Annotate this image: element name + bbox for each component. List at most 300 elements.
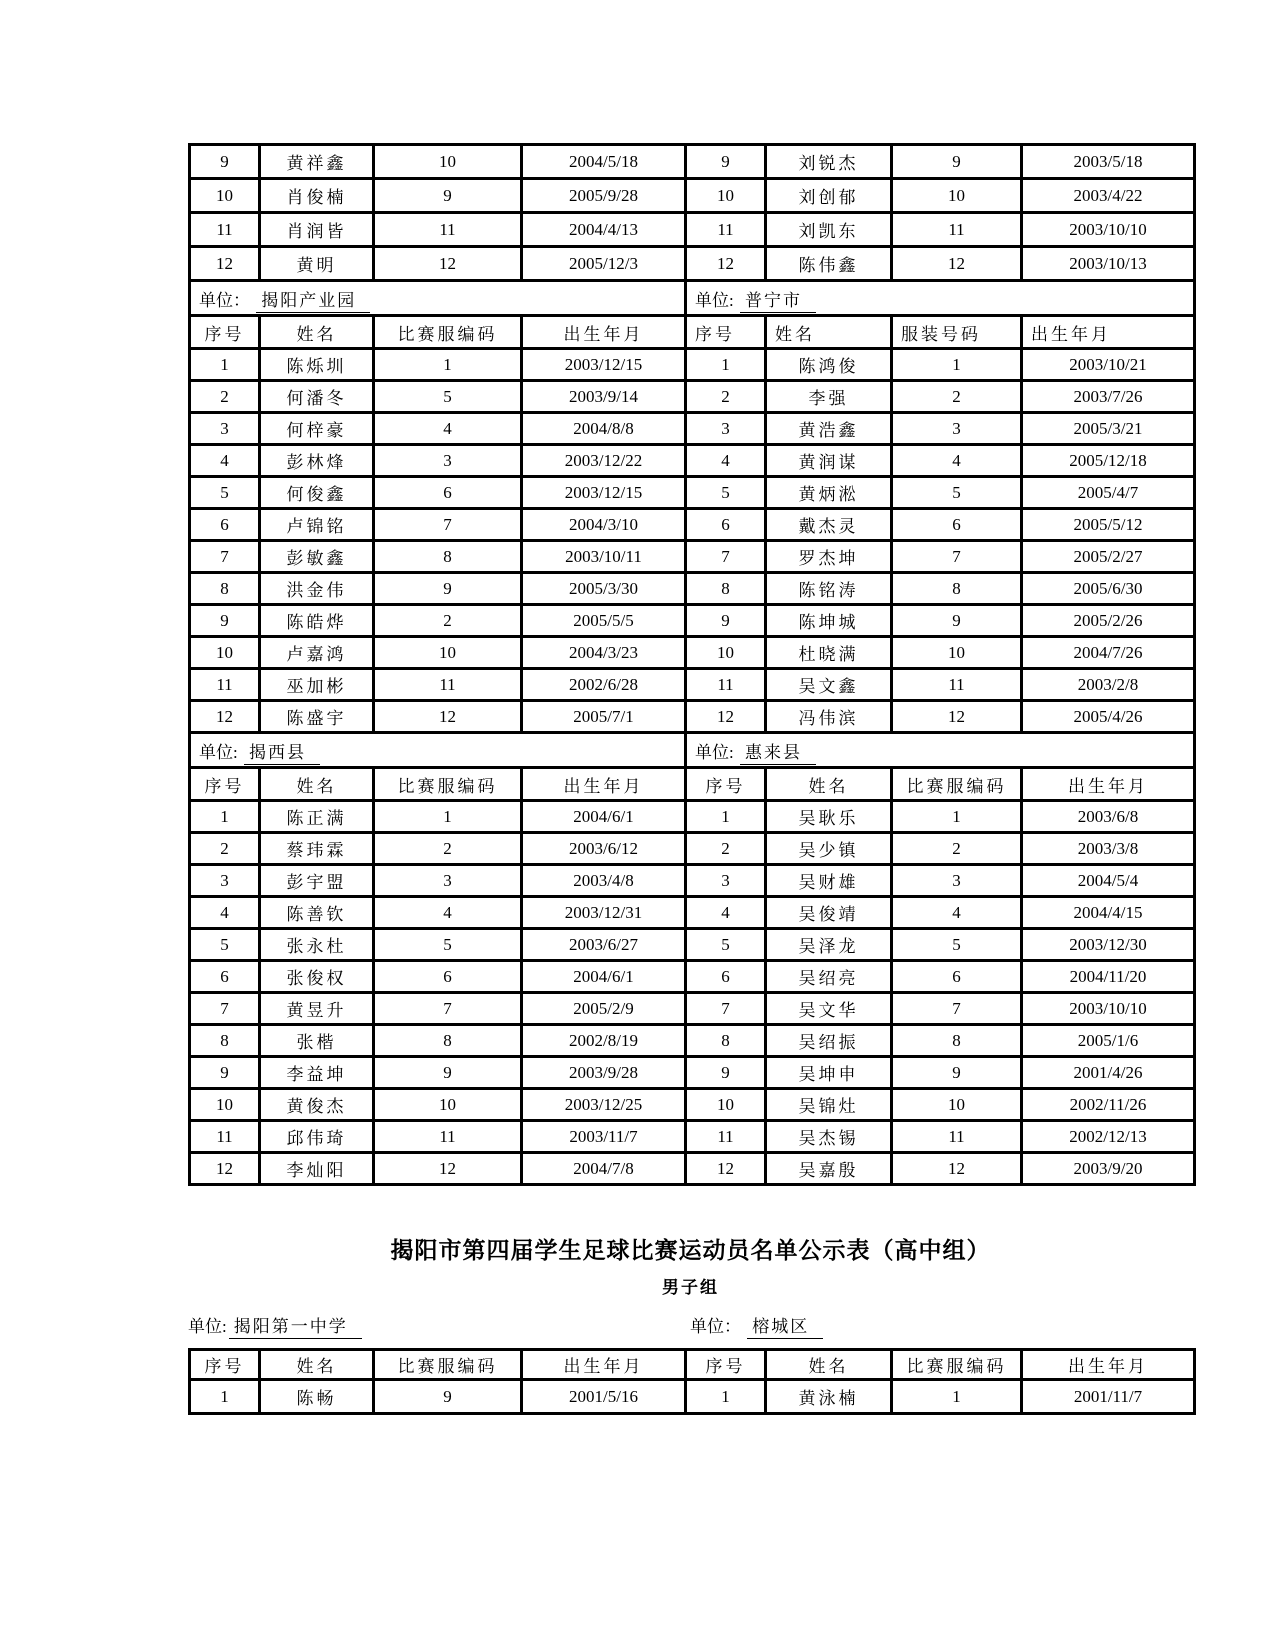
table-row	[190, 145, 1195, 179]
table-cell: 9	[374, 1380, 522, 1414]
table-cell: 2005/4/26	[1022, 701, 1195, 733]
table-cell: 4	[190, 897, 260, 929]
table-cell: 2	[686, 381, 766, 413]
table-cell: 吴俊靖	[766, 897, 892, 929]
unit-label: 单位：	[690, 1317, 746, 1336]
table-cell: 3	[892, 865, 1022, 897]
unit-name: 揭阳第一中学	[229, 1317, 362, 1339]
column-header: 出生年月	[522, 1350, 686, 1380]
table-cell: 2005/9/28	[522, 179, 686, 213]
table-cell: 彭宇盟	[260, 865, 374, 897]
table-cell: 10	[374, 145, 522, 179]
unit-label: 单位:	[188, 1317, 227, 1336]
table-cell: 2003/12/22	[522, 445, 686, 477]
table-cell: 2003/5/18	[1022, 145, 1195, 179]
table-cell: 李强	[766, 381, 892, 413]
table-cell: 2005/3/30	[522, 573, 686, 605]
column-header: 比赛服编码	[374, 768, 522, 801]
players-table-main	[188, 143, 1196, 1186]
table-cell: 2003/10/10	[1022, 993, 1195, 1025]
unit-label: 单位：	[199, 290, 255, 310]
table-cell: 陈皓烨	[260, 605, 374, 637]
column-header: 比赛服编码	[892, 1350, 1022, 1380]
unit-name: 揭西县	[244, 743, 320, 765]
table-cell: 2005/12/3	[522, 247, 686, 281]
table-cell: 吴锦灶	[766, 1089, 892, 1121]
table-cell: 4	[686, 445, 766, 477]
column-header: 姓名	[260, 316, 374, 349]
unit-left	[188, 1312, 362, 1337]
table-row	[190, 833, 1195, 865]
table-row	[190, 961, 1195, 993]
table-cell: 6	[374, 477, 522, 509]
table-cell: 2003/10/10	[1022, 213, 1195, 247]
table-cell: 刘锐杰	[766, 145, 892, 179]
table-cell: 9	[190, 605, 260, 637]
table-cell: 2	[190, 381, 260, 413]
table-cell: 2003/2/8	[1022, 669, 1195, 701]
table-cell: 1	[190, 349, 260, 381]
column-header: 序号	[686, 768, 766, 801]
table-cell: 2003/4/8	[522, 865, 686, 897]
table-cell: 李益坤	[260, 1057, 374, 1089]
unit-line	[188, 1312, 1193, 1338]
table-cell: 吴泽龙	[766, 929, 892, 961]
table-cell: 9	[374, 1057, 522, 1089]
table-cell: 吴嘉殷	[766, 1153, 892, 1185]
table-cell: 1	[190, 801, 260, 833]
table-row	[190, 1121, 1195, 1153]
table-row	[190, 1089, 1195, 1121]
table-row	[190, 1025, 1195, 1057]
table-cell: 陈盛宇	[260, 701, 374, 733]
unit-name: 揭阳产业园	[256, 291, 370, 313]
table-cell: 12	[374, 247, 522, 281]
table-row	[190, 669, 1195, 701]
table-cell: 2001/5/16	[522, 1380, 686, 1414]
table-cell: 卢锦铭	[260, 509, 374, 541]
table-cell: 吴杰锡	[766, 1121, 892, 1153]
table-cell: 11	[190, 213, 260, 247]
column-header: 序号	[190, 768, 260, 801]
table-row	[190, 701, 1195, 733]
table-cell: 2003/12/30	[1022, 929, 1195, 961]
table-cell: 12	[190, 1153, 260, 1185]
table-cell: 陈烁圳	[260, 349, 374, 381]
table-cell: 1	[892, 349, 1022, 381]
table-row	[190, 897, 1195, 929]
unit-name: 惠来县	[740, 743, 816, 765]
table-cell: 黄祥鑫	[260, 145, 374, 179]
table-cell: 3	[892, 413, 1022, 445]
table-cell: 6	[686, 961, 766, 993]
table-cell: 2004/6/1	[522, 801, 686, 833]
table-row	[190, 445, 1195, 477]
table-cell: 11	[686, 213, 766, 247]
table-cell: 7	[190, 993, 260, 1025]
table-cell: 2002/8/19	[522, 1025, 686, 1057]
table-cell: 6	[892, 961, 1022, 993]
table-cell: 2	[190, 833, 260, 865]
table-row	[190, 413, 1195, 445]
table-cell: 10	[190, 637, 260, 669]
table-cell: 10	[374, 1089, 522, 1121]
table-cell: 7	[686, 541, 766, 573]
table-row	[190, 509, 1195, 541]
table-cell: 10	[686, 637, 766, 669]
column-header: 姓名	[260, 768, 374, 801]
table-cell: 5	[892, 929, 1022, 961]
table-cell: 3	[374, 865, 522, 897]
column-header: 序号	[190, 1350, 260, 1380]
column-header: 姓名	[766, 316, 892, 349]
table-cell: 1	[892, 801, 1022, 833]
table-cell: 黄明	[260, 247, 374, 281]
table-row	[190, 993, 1195, 1025]
table-cell: 3	[190, 413, 260, 445]
bottom-table-body	[190, 1350, 1195, 1414]
table-cell: 2	[892, 381, 1022, 413]
table-cell: 吴绍振	[766, 1025, 892, 1057]
table-cell: 12	[892, 701, 1022, 733]
table-cell: 5	[190, 929, 260, 961]
unit-row	[190, 281, 1195, 316]
table-cell: 11	[374, 1121, 522, 1153]
table-cell: 4	[892, 445, 1022, 477]
table-cell: 6	[190, 961, 260, 993]
table-cell: 2003/10/21	[1022, 349, 1195, 381]
table-cell: 陈正满	[260, 801, 374, 833]
table-cell: 2004/5/4	[1022, 865, 1195, 897]
table-cell: 刘凯东	[766, 213, 892, 247]
column-header: 姓名	[766, 1350, 892, 1380]
table-cell: 5	[374, 381, 522, 413]
table-cell: 邱伟琦	[260, 1121, 374, 1153]
table-cell: 2003/6/27	[522, 929, 686, 961]
column-header: 出生年月	[1022, 1350, 1195, 1380]
table-cell: 2004/5/18	[522, 145, 686, 179]
table-cell: 巫加彬	[260, 669, 374, 701]
table-cell: 2002/11/26	[1022, 1089, 1195, 1121]
table-row	[190, 1057, 1195, 1089]
table-cell: 2003/4/22	[1022, 179, 1195, 213]
table-cell: 9	[686, 605, 766, 637]
table-cell: 11	[190, 1121, 260, 1153]
table-cell: 2005/1/6	[1022, 1025, 1195, 1057]
table-cell: 10	[892, 179, 1022, 213]
table-cell: 2004/6/1	[522, 961, 686, 993]
table-cell: 陈畅	[260, 1380, 374, 1414]
table-row	[190, 213, 1195, 247]
table-cell: 2003/9/14	[522, 381, 686, 413]
table-cell: 2004/7/26	[1022, 637, 1195, 669]
table-cell: 4	[374, 413, 522, 445]
table-cell: 张楷	[260, 1025, 374, 1057]
table-cell: 4	[892, 897, 1022, 929]
table-cell: 10	[190, 179, 260, 213]
column-header: 姓名	[260, 1350, 374, 1380]
table-cell: 2005/7/1	[522, 701, 686, 733]
group-subtitle: 男子组	[662, 1278, 719, 1297]
table-cell: 2005/12/18	[1022, 445, 1195, 477]
table-cell: 3	[686, 413, 766, 445]
table-cell: 彭敏鑫	[260, 541, 374, 573]
table-cell: 6	[686, 509, 766, 541]
table-cell: 2004/8/8	[522, 413, 686, 445]
table-cell: 8	[190, 573, 260, 605]
table-row	[190, 1350, 1195, 1380]
table-cell: 何梓豪	[260, 413, 374, 445]
table-cell: 7	[374, 509, 522, 541]
table-cell: 黄炳淞	[766, 477, 892, 509]
table-cell: 2003/3/8	[1022, 833, 1195, 865]
table-row	[190, 247, 1195, 281]
table-cell: 8	[374, 541, 522, 573]
column-header: 比赛服编码	[892, 768, 1022, 801]
table-cell: 陈鸿俊	[766, 349, 892, 381]
table-row	[190, 1153, 1195, 1185]
unit-label: 单位:	[199, 742, 242, 762]
unit-label: 单位:	[695, 742, 738, 762]
table-row	[190, 865, 1195, 897]
column-header: 出生年月	[1022, 768, 1195, 801]
unit-row	[190, 733, 1195, 768]
table-cell: 何俊鑫	[260, 477, 374, 509]
column-header: 序号	[190, 316, 260, 349]
table-cell: 8	[190, 1025, 260, 1057]
column-header: 出生年月	[1022, 316, 1195, 349]
table-cell: 2	[892, 833, 1022, 865]
table-row	[190, 768, 1195, 801]
table-cell: 6	[892, 509, 1022, 541]
table-cell: 冯伟滨	[766, 701, 892, 733]
players-table-bottom	[188, 1348, 1196, 1415]
table-cell: 5	[374, 929, 522, 961]
table-cell: 10	[190, 1089, 260, 1121]
table-cell: 12	[190, 701, 260, 733]
table-cell: 10	[892, 637, 1022, 669]
table-cell: 6	[190, 509, 260, 541]
table-row	[190, 929, 1195, 961]
table-cell: 张永杜	[260, 929, 374, 961]
table-cell: 11	[374, 669, 522, 701]
table-cell: 黄昱升	[260, 993, 374, 1025]
table-cell: 2003/10/11	[522, 541, 686, 573]
table-cell: 1	[892, 1380, 1022, 1414]
table-cell: 蔡玮霖	[260, 833, 374, 865]
table-cell: 杜晓满	[766, 637, 892, 669]
table-cell: 12	[686, 701, 766, 733]
table-cell: 3	[374, 445, 522, 477]
table-row	[190, 349, 1195, 381]
table-cell: 10	[686, 179, 766, 213]
unit-cell	[686, 733, 1195, 768]
table-cell: 2005/3/21	[1022, 413, 1195, 445]
table-cell: 吴坤申	[766, 1057, 892, 1089]
table-cell: 2003/9/20	[1022, 1153, 1195, 1185]
table-cell: 2005/2/9	[522, 993, 686, 1025]
unit-name: 普宁市	[740, 291, 816, 313]
table-cell: 陈善钦	[260, 897, 374, 929]
table-cell: 2003/7/26	[1022, 381, 1195, 413]
table-cell: 2	[374, 833, 522, 865]
table-cell: 12	[374, 1153, 522, 1185]
table-cell: 洪金伟	[260, 573, 374, 605]
unit-cell	[686, 281, 1195, 316]
table-cell: 1	[686, 1380, 766, 1414]
table-cell: 12	[892, 247, 1022, 281]
table-cell: 4	[190, 445, 260, 477]
table-cell: 11	[892, 213, 1022, 247]
table-row	[190, 1380, 1195, 1414]
table-cell: 1	[686, 801, 766, 833]
table-cell: 陈伟鑫	[766, 247, 892, 281]
column-header: 比赛服编码	[374, 316, 522, 349]
table-cell: 12	[686, 247, 766, 281]
table-row	[190, 381, 1195, 413]
table-cell: 5	[190, 477, 260, 509]
table-cell: 10	[374, 637, 522, 669]
table-cell: 黄俊杰	[260, 1089, 374, 1121]
table-cell: 卢嘉鸿	[260, 637, 374, 669]
table-cell: 黄润谋	[766, 445, 892, 477]
table-cell: 吴文鑫	[766, 669, 892, 701]
table-cell: 9	[190, 145, 260, 179]
table-cell: 2004/3/10	[522, 509, 686, 541]
table-cell: 吴少镇	[766, 833, 892, 865]
table-cell: 12	[190, 247, 260, 281]
table-cell: 11	[686, 1121, 766, 1153]
table-cell: 黄浩鑫	[766, 413, 892, 445]
column-header: 出生年月	[522, 316, 686, 349]
table-cell: 8	[892, 573, 1022, 605]
table-cell: 5	[686, 929, 766, 961]
table-cell: 5	[686, 477, 766, 509]
table-cell: 9	[374, 179, 522, 213]
table-cell: 2003/6/8	[1022, 801, 1195, 833]
table-cell: 10	[892, 1089, 1022, 1121]
table-cell: 2004/11/20	[1022, 961, 1195, 993]
unit-right	[690, 1312, 823, 1337]
table-cell: 2003/10/13	[1022, 247, 1195, 281]
table-cell: 肖润皆	[260, 213, 374, 247]
table-cell: 1	[190, 1380, 260, 1414]
column-header: 序号	[686, 1350, 766, 1380]
table-row	[190, 316, 1195, 349]
table-cell: 2005/5/5	[522, 605, 686, 637]
table-cell: 戴杰灵	[766, 509, 892, 541]
table-cell: 张俊权	[260, 961, 374, 993]
table-cell: 9	[190, 1057, 260, 1089]
table-cell: 7	[190, 541, 260, 573]
table-cell: 9	[686, 145, 766, 179]
table-cell: 李灿阳	[260, 1153, 374, 1185]
table-cell: 7	[686, 993, 766, 1025]
table-cell: 8	[892, 1025, 1022, 1057]
table-cell: 2005/6/30	[1022, 573, 1195, 605]
table-cell: 6	[374, 961, 522, 993]
table-cell: 3	[686, 865, 766, 897]
unit-label: 单位:	[695, 290, 738, 310]
table-cell: 10	[686, 1089, 766, 1121]
table-cell: 11	[374, 213, 522, 247]
table-cell: 2	[374, 605, 522, 637]
unit-cell	[190, 733, 686, 768]
unit-name: 榕城区	[747, 1317, 823, 1339]
table-cell: 11	[686, 669, 766, 701]
table-cell: 2	[686, 833, 766, 865]
table-row	[190, 637, 1195, 669]
table-cell: 12	[686, 1153, 766, 1185]
main-table-body	[190, 145, 1195, 1185]
table-cell: 12	[892, 1153, 1022, 1185]
table-cell: 1	[686, 349, 766, 381]
table-cell: 罗杰坤	[766, 541, 892, 573]
table-cell: 8	[374, 1025, 522, 1057]
table-cell: 吴财雄	[766, 865, 892, 897]
table-cell: 2005/2/26	[1022, 605, 1195, 637]
table-cell: 2004/7/8	[522, 1153, 686, 1185]
table-cell: 8	[686, 573, 766, 605]
table-cell: 吴耿乐	[766, 801, 892, 833]
column-header: 出生年月	[522, 768, 686, 801]
column-header: 服装号码	[892, 316, 1022, 349]
table-row	[190, 801, 1195, 833]
table-cell: 2002/6/28	[522, 669, 686, 701]
table-cell: 4	[686, 897, 766, 929]
table-cell: 2003/6/12	[522, 833, 686, 865]
table-cell: 1	[374, 801, 522, 833]
table-cell: 吴绍亮	[766, 961, 892, 993]
table-cell: 9	[892, 1057, 1022, 1089]
table-cell: 1	[374, 349, 522, 381]
table-cell: 2003/12/15	[522, 349, 686, 381]
page-title: 揭阳市第四届学生足球比赛运动员名单公示表（高中组）	[390, 1238, 991, 1263]
table-row	[190, 605, 1195, 637]
table-cell: 9	[892, 605, 1022, 637]
table-cell: 2003/9/28	[522, 1057, 686, 1089]
table-cell: 2002/12/13	[1022, 1121, 1195, 1153]
table-cell: 陈坤城	[766, 605, 892, 637]
table-cell: 2001/11/7	[1022, 1380, 1195, 1414]
table-cell: 彭林烽	[260, 445, 374, 477]
table-cell: 黄泳楠	[766, 1380, 892, 1414]
table-cell: 何潘冬	[260, 381, 374, 413]
table-cell: 2004/4/15	[1022, 897, 1195, 929]
table-cell: 12	[374, 701, 522, 733]
table-cell: 2005/2/27	[1022, 541, 1195, 573]
table-cell: 9	[892, 145, 1022, 179]
table-cell: 陈铭涛	[766, 573, 892, 605]
table-cell: 9	[686, 1057, 766, 1089]
table-cell: 5	[892, 477, 1022, 509]
unit-cell	[190, 281, 686, 316]
table-cell: 8	[686, 1025, 766, 1057]
table-cell: 2001/4/26	[1022, 1057, 1195, 1089]
table-cell: 2003/11/7	[522, 1121, 686, 1153]
table-cell: 2003/12/15	[522, 477, 686, 509]
page-content	[188, 143, 1193, 1415]
column-header: 姓名	[766, 768, 892, 801]
table-cell: 吴文华	[766, 993, 892, 1025]
table-cell: 2004/4/13	[522, 213, 686, 247]
table-cell: 2004/3/23	[522, 637, 686, 669]
column-header: 序号	[686, 316, 766, 349]
table-cell: 7	[892, 541, 1022, 573]
table-row	[190, 477, 1195, 509]
table-cell: 肖俊楠	[260, 179, 374, 213]
table-row	[190, 541, 1195, 573]
